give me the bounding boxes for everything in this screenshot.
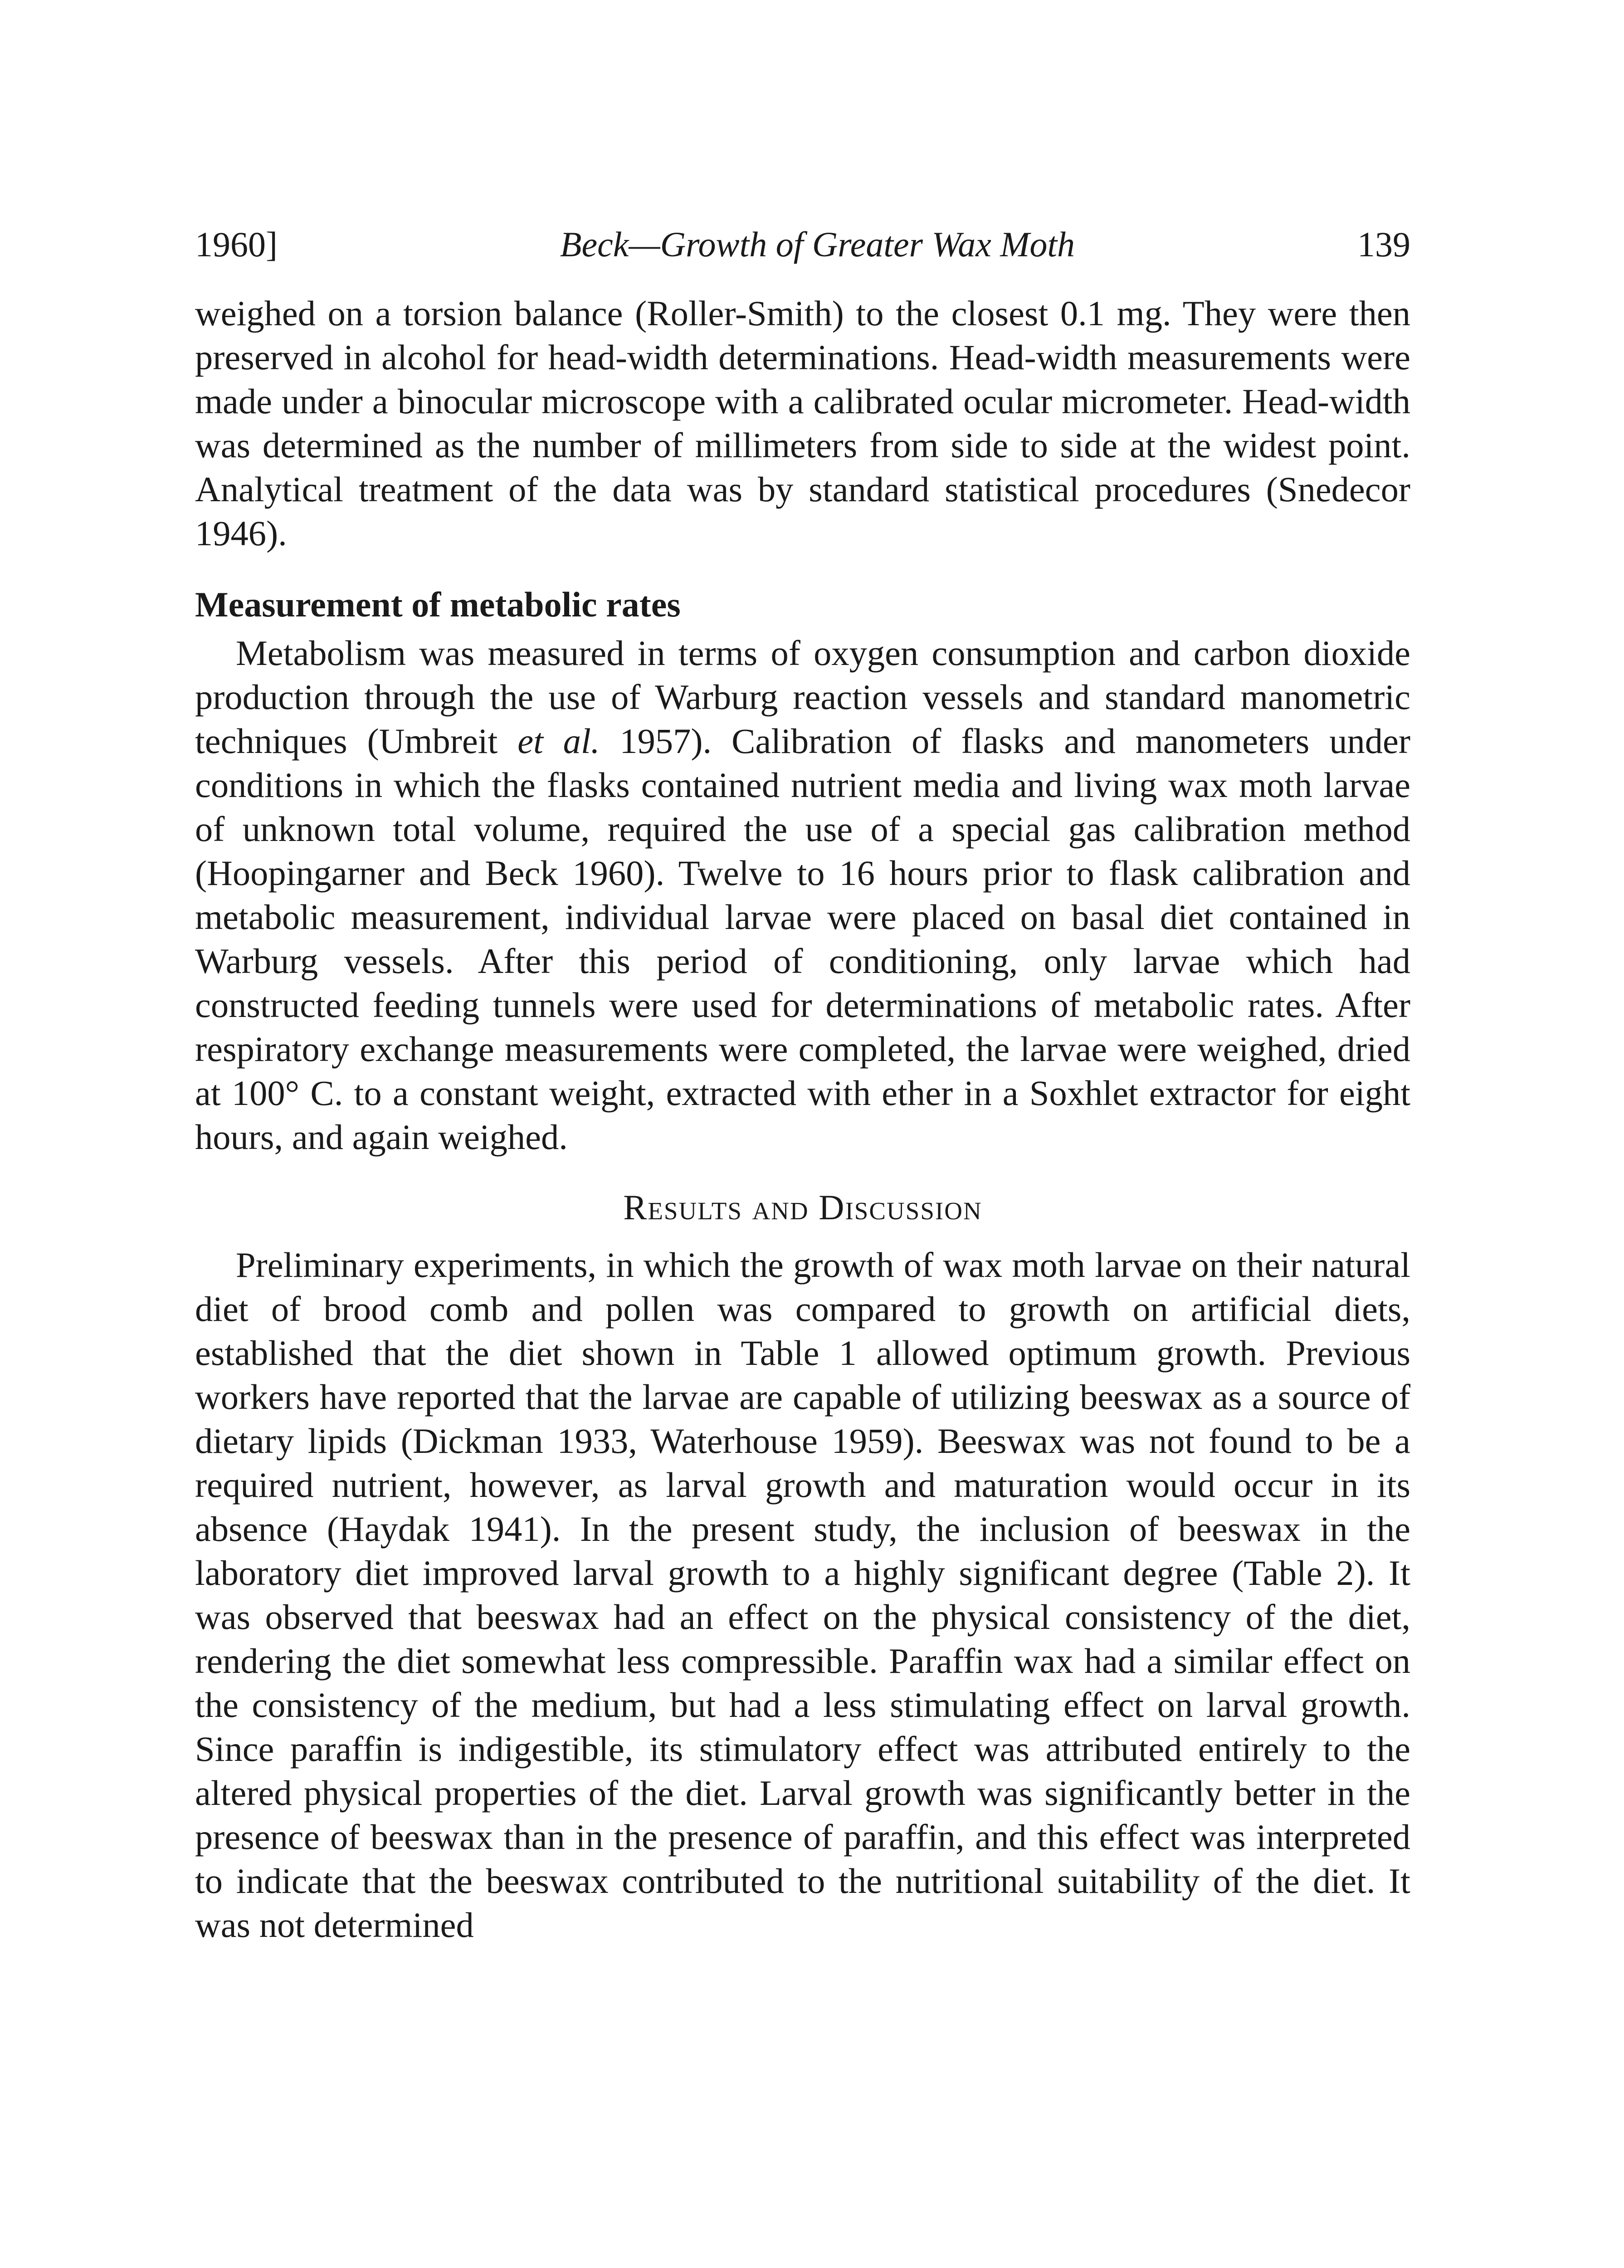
paragraph-metabolism-part-a: Metabolism was measured in terms of oxygen consumption and carbon dioxide production through the use of Warburg reaction vessels and standard manometric techniques (Umbreit	[195, 633, 1410, 761]
paragraph-methods-continued: weighed on a torsion balance (Roller-Smith) to the closest 0.1 mg. They were then preserved in alcohol for head-width determinations. Head-width measurements were made under a binocular microscope with a calibrated ocular micrometer. Head-width was determined as the number of millimeters from side to side at the widest point. Analytical treatment of the data was by standard statistical procedures (Snedecor 1946).	[195, 293, 1410, 553]
paragraph-results: Preliminary experiments, in which the growth of wax moth larvae on their natural diet of brood comb and pollen was compared to growth on artificial diets, established that the diet shown in Table 1 allowed optimum growth. Previous workers have reported that the larvae are capable of utilizing beeswax as a source of dietary lipids (Dickman 1933, Waterhouse 1959). Beeswax was not found to be a required nutrient, however, as larval growth and maturation would occur in its absence (Haydak 1941). In the present study, the inclusion of beeswax in the laboratory diet improved larval growth to a highly significant degree (Table 2). It was observed that beeswax had an effect on the physical consistency of the diet, rendering the diet somewhat less compressible. Paraffin wax had a similar effect on the consistency of the medium, but had a less stimulating effect on larval growth. Since paraffin is indigestible, its stimulatory effect was attributed entirely to the altered physical properties of the diet. Larval growth was significantly better in the presence of beeswax than in the presence of paraffin, and this effect was interpreted to indicate that the beeswax contributed to the nutritional suitability of the diet. It was not determined	[195, 1245, 1410, 1945]
paragraph-metabolism-part-b: 1957). Calibration of flasks and manometers under conditions in which the flasks contained nutrient media and living wax moth larvae of unknown total volume, required the use of a special gas calibration method (Hoopingarner and Beck 1960). Twelve to 16 hours prior to flask calibration and metabolic measurement, individual larvae were placed on basal diet contained in Warburg vessels. After this period of conditioning, only larvae which had constructed feeding tunnels were used for determinations of metabolic rates. After respiratory exchange measurements were completed, the larvae were weighed, dried at 100° C. to a constant weight, extracted with ether in a Soxhlet extractor for eight hours, and again weighed.	[195, 721, 1410, 1157]
subheading-metabolic-rates: Measurement of metabolic rates	[195, 585, 681, 624]
journal-page	[195, 227, 1410, 1947]
citation-et-al: et al.	[517, 721, 600, 761]
paragraph-metabolism	[195, 631, 1410, 1159]
page-header	[195, 227, 1410, 262]
section-title-results: Results and Discussion	[623, 1188, 982, 1227]
header-year: 1960]	[195, 225, 278, 264]
body-text	[195, 291, 1410, 1947]
running-title: Beck—Growth of Greater Wax Moth	[560, 225, 1075, 264]
page-number: 139	[1357, 225, 1410, 264]
